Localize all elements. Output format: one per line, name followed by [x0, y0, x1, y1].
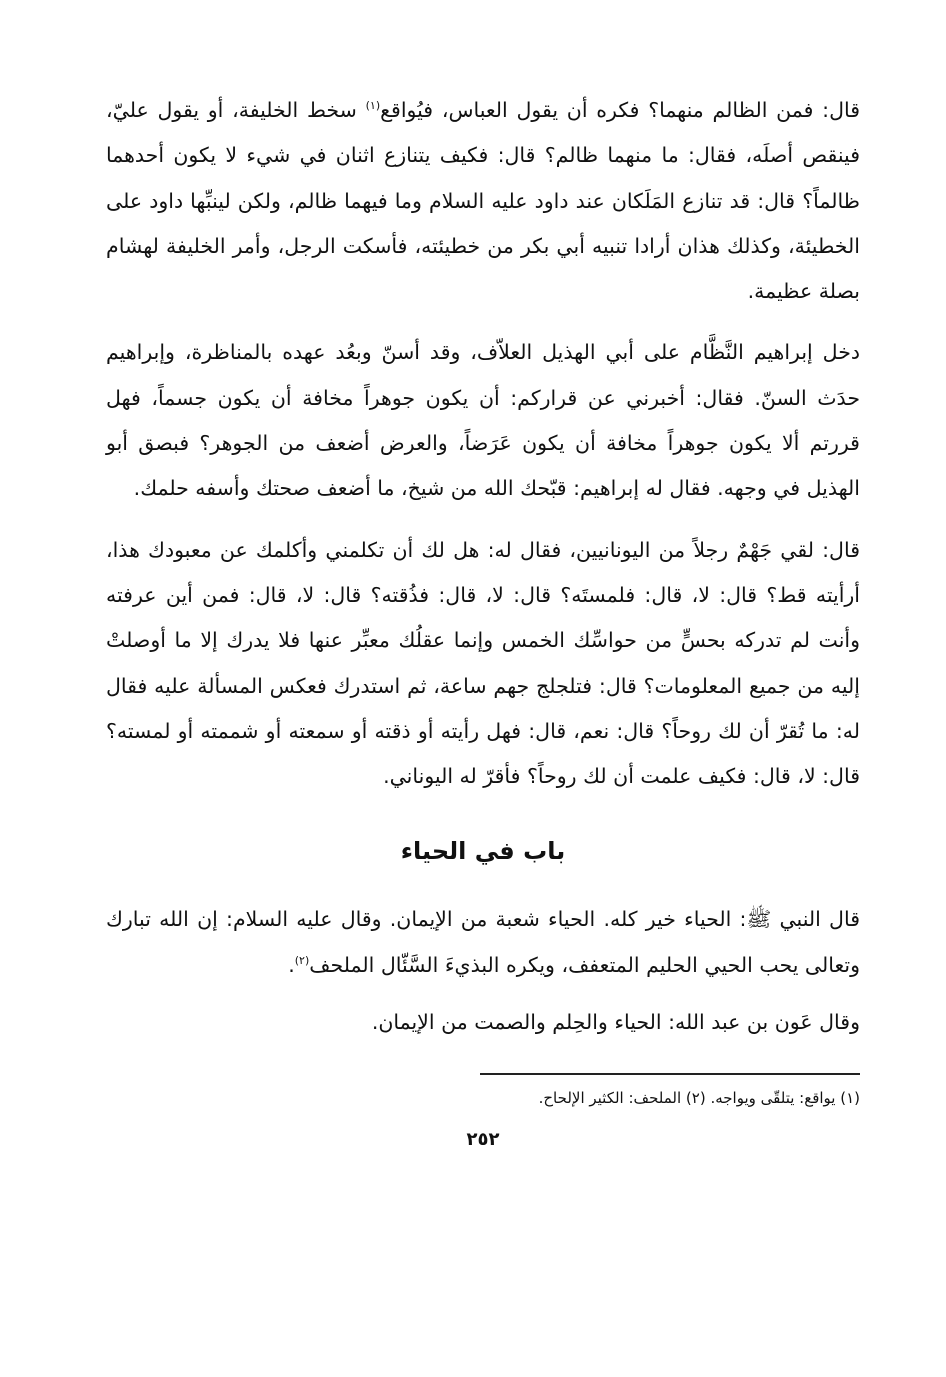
footnote-divider — [480, 1073, 860, 1075]
paragraph-5: وقال عَون بن عبد الله: الحياء والحِلم والصمت من الإيمان. — [371, 1010, 860, 1035]
book-page — [106, 88, 860, 1337]
footnotes: (١) يواقع: يتلقّى ويواجه. (٢) الملحف: الكثير الإلحاح. — [538, 1089, 860, 1108]
paragraph-3: قال: لقي جَهْمٌ رجلاً من اليونانيين، فقال له: هل لك أن تكلمني وأكلمك عن معبودك هذا، أرأيته قط؟ قال: لا، قال: فلمستَه؟ قال: لا، قال: فذُقته؟ قال: لا، قال: فمن أين عرفته وأنت لم تدركه بحسٍّ من حواسِّك الخمس وإنما عقلُك معبِّر عنها فلا يدرك إلا ما أوصلتْ إليه من جميع المعلومات؟ قال: فتلجلج جهم ساعة، ثم استدرك فعكس المسألة عليه فقال له: ما تُقرّ أن لك روحاً؟ قال: نعم، قال: فهل رأيته أو ذقته أو سمعته أو شممته أو لمسته؟ قال: لا، قال: فكيف علمت أن لك روحاً؟ فأقرّ له اليوناني. — [106, 537, 860, 789]
paragraph-2: دخل إبراهيم النَّظَّام على أبي الهذيل العلاّف، وقد أسنّ وبعُد عهده بالمناظرة، وإبراهيم حدَث السنّ. فقال: أخبرني عن قراركم: أن يكون جوهراً مخافة أن يكون جسماً، فهل قررتم ألا يكون جوهراً مخافة أن يكون عَرَضاً، والعرض أضعف من الجوهر؟ فبصق أبو الهذيل في وجهه. فقال له إبراهيم: قبّحك الله من شيخ، ما أضعف صحتك وأسفه حلمك. — [106, 340, 860, 501]
section-heading: باب في الحياء — [400, 837, 566, 866]
paragraph-1: قال: فمن الظالم منهما؟ فكره أن يقول العباس، فيُواقع$^{(١)}$ سخط الخليفة، أو يقول عليّ، فينقص أصلَه، فقال: ما منهما ظالم؟ قال: فكيف يتنازع اثنان في شيء لا يكون أحدهما ظالماً؟ قال: قد تنازع المَلَكان عند داود عليه السلام وما فيهما ظالم، ولكن لينبِّها داود على الخطيئة، وكذلك هذان أرادا تنبيه أبي بكر من خطيئته، فأسكت الرجل، وأمر الخليفة لهشام بصلة عظيمة. — [106, 98, 861, 304]
footnote-marker: (٢) — [294, 953, 310, 967]
paragraph-4: قال النبي ﷺ: الحياء خير كله. الحياء شعبة من الإيمان. وقال عليه السلام: إن الله تبارك وتعالى يحب الحيي الحليم المتعفف، ويكره البذيءَ السَّئّال الملحف$^{(٢)}$. — [106, 907, 860, 977]
page-number: ٢٥٢ — [466, 1129, 500, 1151]
footnote-marker: (١) — [365, 99, 381, 113]
